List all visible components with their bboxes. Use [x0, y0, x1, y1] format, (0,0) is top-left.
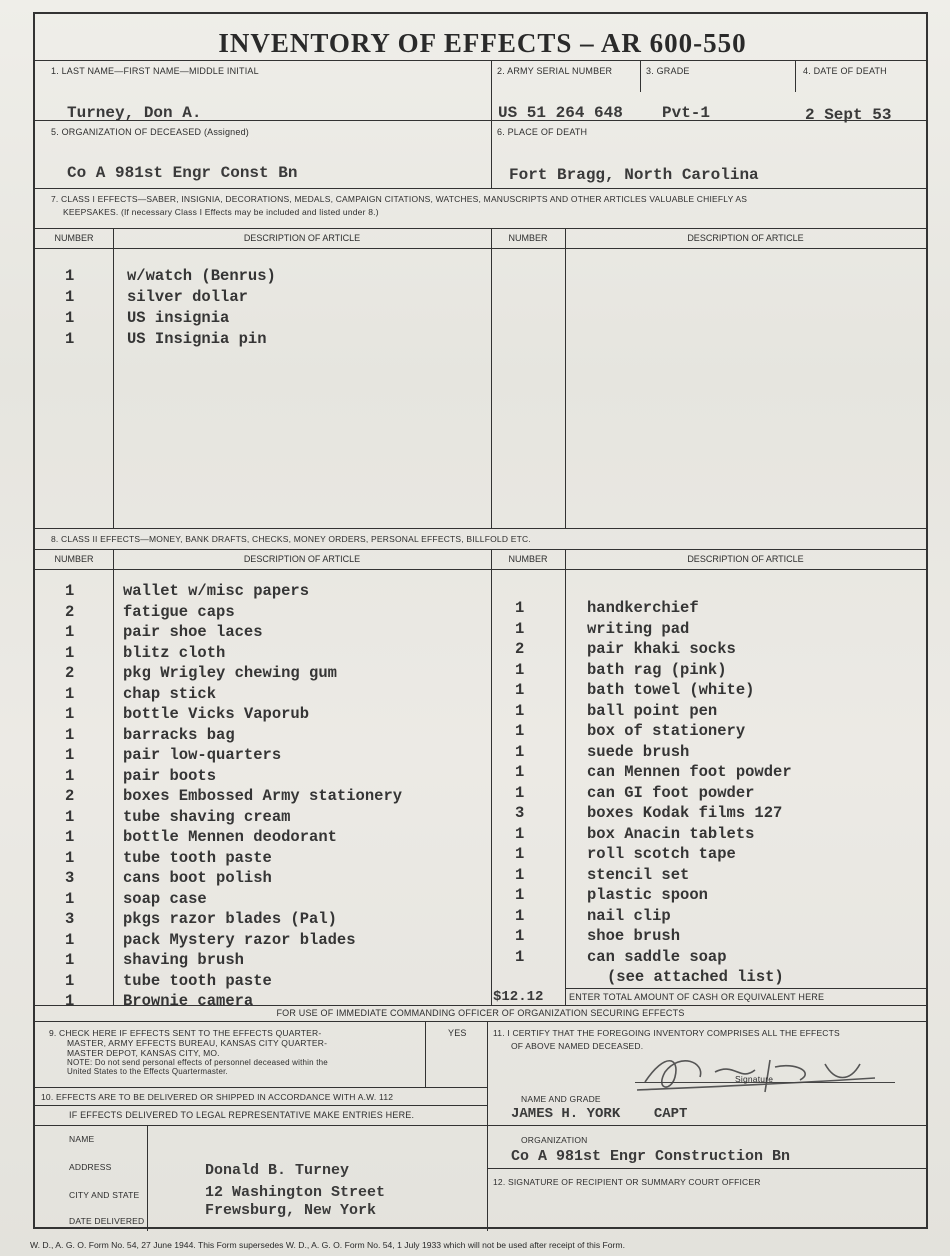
class2-right-item-number: 2	[515, 640, 525, 658]
class2-right-item-number: 1	[515, 927, 525, 945]
section9-note: NOTE: Do not send personal effects of personnel deceased within the	[67, 1058, 328, 1067]
section11-line2: OF ABOVE NAMED DECEASED.	[511, 1041, 644, 1051]
section9-note-2: United States to the Effects Quartermaster.	[67, 1067, 228, 1076]
class2-right-item-description: bath rag (pink)	[587, 660, 727, 679]
recipient-city: Frewsburg, New York	[205, 1202, 377, 1219]
class1-item-description: US Insignia pin	[127, 330, 267, 348]
class2-right-item-number: 1	[515, 947, 525, 966]
class2-right-item-description: boxes Kodak films 127	[587, 804, 783, 822]
class2-right-item-description: handkerchief	[587, 599, 699, 617]
class2-left-item-number: 1	[65, 766, 75, 785]
class2-left-item-number: 3	[65, 910, 75, 928]
form-title: INVENTORY OF EFFECTS – AR 600-550	[218, 28, 747, 58]
class2-left-item-description: Brownie camera	[123, 992, 254, 1010]
class2-left-item-description: pair low-quarters	[123, 746, 282, 764]
class2-left-item-number: 1	[65, 951, 75, 969]
class2-left-item-description: bottle Mennen deodorant	[123, 828, 337, 846]
class2-left-item-description: pkg Wrigley chewing gum	[123, 664, 337, 682]
class2-left-item-number: 1	[65, 992, 75, 1010]
class2-right-item-description: (see attached list)	[607, 968, 784, 986]
class2-left-item-description: tube shaving cream	[123, 807, 291, 826]
class2-left-item-number: 1	[65, 889, 75, 908]
class1-item-number: 1	[65, 288, 75, 306]
organization: Co A 981st Engr Const Bn	[67, 164, 298, 182]
class1-col-description-2: DESCRIPTION OF ARTICLE	[687, 233, 804, 243]
class2-left-item-number: 1	[65, 807, 75, 826]
class2-left-item-number: 1	[65, 828, 75, 846]
class1-col-number: NUMBER	[54, 233, 94, 243]
section11-line1: 11. I CERTIFY THAT THE FOREGOING INVENTORY COMPRISES ALL THE EFFECTS	[493, 1028, 840, 1038]
class2-right-item-number: 1	[515, 722, 525, 740]
class1-item-description: US insignia	[127, 309, 230, 327]
class2-left-item-number: 1	[65, 746, 75, 764]
class2-right-item-description: can Mennen foot powder	[587, 763, 792, 781]
class2-left-item-description: blitz cloth	[123, 643, 226, 662]
officer-name-grade: JAMES H. YORK CAPT	[511, 1106, 688, 1122]
date-of-death: 2 Sept 53	[805, 106, 892, 124]
class2-right-item-number: 1	[515, 783, 525, 802]
class2-right-item-number: 1	[515, 619, 525, 638]
class2-left-item-number: 2	[65, 787, 75, 805]
class2-left-item-description: boxes Embossed Army stationery	[123, 787, 403, 805]
class2-right-item-description: ball point pen	[587, 701, 718, 720]
section9-line1: 9. CHECK HERE IF EFFECTS SENT TO THE EFFECTS QUARTER-	[49, 1028, 322, 1038]
class2-left-item-description: pair shoe laces	[123, 623, 263, 641]
legal-representative-label: IF EFFECTS DELIVERED TO LEGAL REPRESENTATIVE MAKE ENTRIES HERE.	[69, 1110, 415, 1120]
class2-left-item-description: pair boots	[123, 766, 217, 785]
cash-amount: $12.12	[493, 989, 544, 1005]
class2-right-item-number: 1	[515, 660, 525, 679]
address-label: ADDRESS	[69, 1162, 112, 1172]
date-of-death-label: 4. DATE OF DEATH	[803, 66, 887, 76]
class2-right-item-description: shoe brush	[587, 927, 681, 945]
class2-left-item-description: pkgs razor blades (Pal)	[123, 910, 337, 928]
class1-item-number: 1	[65, 330, 75, 348]
name-grade-label: NAME AND GRADE	[521, 1094, 601, 1104]
class2-col-number: NUMBER	[54, 554, 94, 564]
class2-left-item-number: 1	[65, 725, 75, 744]
class2-right-item-number: 1	[515, 763, 525, 781]
place-of-death: Fort Bragg, North Carolina	[509, 166, 759, 184]
class1-item-description: silver dollar	[127, 288, 248, 306]
class2-right-item-description: box of stationery	[587, 722, 746, 740]
section12-label: 12. SIGNATURE OF RECIPIENT OR SUMMARY COURT OFFICER	[493, 1177, 761, 1187]
class2-left-item-description: barracks bag	[123, 725, 235, 744]
officer-organization: Co A 981st Engr Construction Bn	[511, 1148, 791, 1165]
class2-right-item-number: 1	[515, 701, 525, 720]
class2-left-item-description: tube tooth paste	[123, 971, 272, 990]
class2-left-item-description: wallet w/misc papers	[123, 582, 310, 600]
signature-york	[625, 1042, 895, 1102]
serial-number-label: 2. ARMY SERIAL NUMBER	[497, 66, 613, 76]
class2-left-item-number: 3	[65, 869, 75, 887]
class2-left-item-description: soap case	[123, 889, 207, 908]
class2-left-item-description: chap stick	[123, 684, 217, 703]
class1-col-number-2: NUMBER	[508, 233, 548, 243]
class1-label-line2: KEEPSAKES. (If necessary Class I Effects may be included and listed under 8.)	[63, 207, 379, 217]
class2-right-item-description: roll scotch tape	[587, 845, 736, 863]
class2-col-description: DESCRIPTION OF ARTICLE	[243, 554, 361, 564]
class2-right-item-description: writing pad	[587, 619, 690, 638]
class1-label-line1: 7. CLASS I EFFECTS—SABER, INSIGNIA, DECORATIONS, MEDALS, CAMPAIGN CITATIONS, WATCHES, MANUSCRIPTS AND OTHER ARTICLES VALUABLE CHIEFLY AS	[51, 194, 748, 204]
class2-right-item-description: pair khaki socks	[587, 640, 736, 658]
class2-right-item-description: stencil set	[587, 865, 690, 884]
commanding-officer-label: FOR USE OF IMMEDIATE COMMANDING OFFICER OF ORGANIZATION SECURING EFFECTS	[276, 1008, 685, 1018]
recipient-name: Donald B. Turney	[205, 1162, 350, 1179]
class2-right-item-number: 3	[515, 804, 525, 822]
class2-right-item-number: 1	[515, 824, 525, 843]
class2-left-item-description: tube tooth paste	[123, 848, 272, 867]
class2-right-item-number: 1	[515, 599, 525, 617]
class2-left-item-number: 1	[65, 971, 75, 990]
class2-right-item-number: 1	[515, 886, 525, 904]
class2-left-item-number: 2	[65, 664, 75, 682]
class2-right-item-number: 1	[515, 742, 525, 761]
serial-number: US 51 264 648	[498, 104, 623, 122]
class2-right-item-description: box Anacin tablets	[587, 824, 755, 843]
section10-label: 10. EFFECTS ARE TO BE DELIVERED OR SHIPPED IN ACCORDANCE WITH A.W. 112	[41, 1092, 394, 1102]
class2-right-item-description: can GI foot powder	[587, 783, 755, 802]
class2-left-item-description: cans boot polish	[123, 869, 272, 887]
grade: Pvt-1	[662, 104, 711, 122]
signature-label: Signature	[735, 1074, 774, 1084]
deceased-name: Turney, Don A.	[67, 104, 202, 122]
class2-left-item-number: 1	[65, 582, 75, 600]
grade-label: 3. GRADE	[646, 66, 690, 76]
class2-left-item-description: bottle Vicks Vaporub	[123, 705, 310, 723]
form-footer: W. D., A. G. O. Form No. 54, 27 June 1944. This Form supersedes W. D., A. G. O. Form No. 54, 1 July 1933 which will not be used after receipt of this Form.	[30, 1240, 625, 1250]
class2-right-item-description: suede brush	[587, 742, 690, 761]
class1-item-number: 1	[65, 309, 75, 327]
class2-right-item-description: plastic spoon	[587, 886, 708, 904]
class2-right-item-number: 1	[515, 681, 525, 699]
city-state-label: CITY AND STATE	[69, 1190, 140, 1200]
class2-right-item-description: can saddle soap	[587, 947, 727, 966]
class2-label: 8. CLASS II EFFECTS—MONEY, BANK DRAFTS, CHECKS, MONEY ORDERS, PERSONAL EFFECTS, BILLFOLD ETC.	[51, 534, 531, 544]
class2-left-item-number: 1	[65, 930, 75, 949]
cash-label: ENTER TOTAL AMOUNT OF CASH OR EQUIVALENT HERE	[569, 992, 825, 1002]
date-delivered-label: DATE DELIVERED	[69, 1216, 145, 1226]
class2-left-item-description: shaving brush	[123, 951, 244, 969]
class2-left-item-number: 1	[65, 705, 75, 723]
class2-left-item-description: fatigue caps	[123, 602, 235, 621]
class1-item-number: 1	[65, 267, 75, 285]
last-name-label: 1. LAST NAME—FIRST NAME—MIDDLE INITIAL	[51, 66, 259, 76]
class2-right-item-number: 1	[515, 845, 525, 863]
name-label: NAME	[69, 1134, 95, 1144]
class2-left-item-number: 2	[65, 602, 75, 621]
class2-right-item-number: 1	[515, 906, 525, 925]
class2-col-number-2: NUMBER	[508, 554, 548, 564]
class2-right-item-number: 1	[515, 865, 525, 884]
class2-col-description-2: DESCRIPTION OF ARTICLE	[687, 554, 804, 564]
class2-left-item-number: 1	[65, 848, 75, 867]
class2-right-item-description: bath towel (white)	[587, 681, 755, 699]
recipient-address: 12 Washington Street	[205, 1184, 386, 1201]
class2-right-item-description: nail clip	[587, 906, 671, 925]
class2-left-item-description: pack Mystery razor blades	[123, 930, 356, 949]
place-of-death-label: 6. PLACE OF DEATH	[497, 127, 588, 137]
section9-line2: MASTER, ARMY EFFECTS BUREAU, KANSAS CITY QUARTER-	[67, 1038, 328, 1048]
organization-label: 5. ORGANIZATION OF DECEASED (Assigned)	[51, 127, 249, 137]
class2-left-item-number: 1	[65, 684, 75, 703]
section9-line3: MASTER DEPOT, KANSAS CITY, MO.	[67, 1048, 220, 1058]
inventory-form	[33, 12, 928, 1229]
class1-item-description: w/watch (Benrus)	[127, 267, 276, 285]
class1-col-description: DESCRIPTION OF ARTICLE	[243, 233, 361, 243]
class2-left-item-number: 1	[65, 623, 75, 641]
org-label: ORGANIZATION	[521, 1135, 588, 1145]
class2-left-item-number: 1	[65, 643, 75, 662]
yes-label: YES	[448, 1028, 467, 1038]
